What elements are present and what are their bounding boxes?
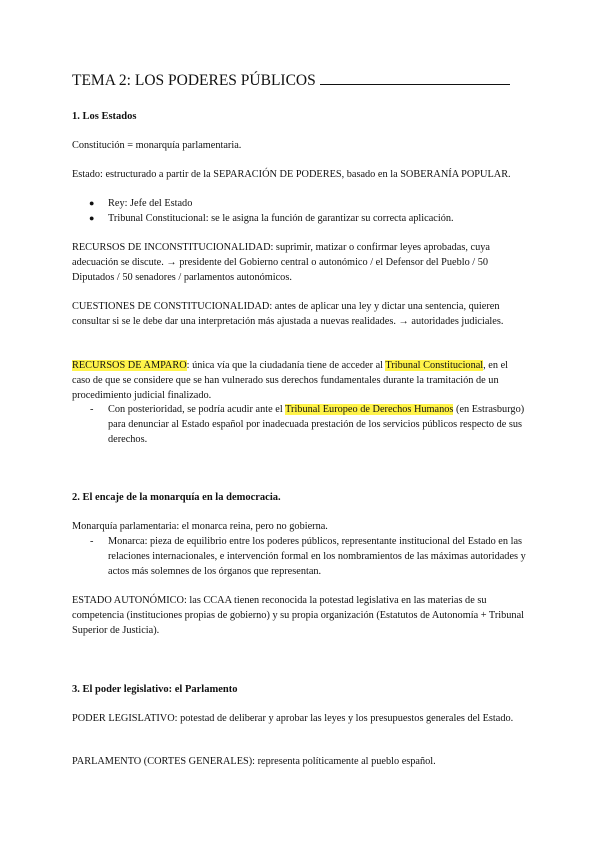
highlight-recursos-amparo: RECURSOS DE AMPARO [72,360,187,371]
highlight-tribunal-europeo: Tribunal Europeo de Derechos Humanos [285,404,454,415]
highlight-tribunal-constitucional: Tribunal Constitucional [385,360,484,371]
paragraph-recursos-inconstitucionalidad: RECURSOS DE INCONSTITUCIONALIDAD: suprimir, matizar o confirmar leyes aprobadas, cuya adecuación se discute. → presidente del Gobierno central o autonómico / el Defensor del Pueblo / 50 Diputados / 50 senadores / parlamentos autonómicos. [72,242,490,283]
paragraph-poder-legislativo: PODER LEGISLATIVO: potestad de deliberar y aprobar las leyes y los presupuestos generales del Estado. [72,713,514,724]
title-underline [320,83,510,85]
dash-icon: - [90,404,94,415]
paragraph-parlamento: PARLAMENTO (CORTES GENERALES): representa políticamente al pueblo español. [72,756,436,767]
section-3-heading: 3. El poder legislativo: el Parlamento [72,684,238,695]
section-2-heading: 2. El encaje de la monarquía en la democracia. [72,492,281,503]
paragraph-constitucion: Constitución = monarquía parlamentaria. [72,140,242,151]
bullet-icon: ● [89,213,95,223]
paragraph-cuestiones-constitucionalidad: CUESTIONES DE CONSTITUCIONALIDAD: antes de aplicar una ley y dictar una sentencia, quieren consultar si se le debe dar una interpretación más ajustada a nuevas realidades. → autoridades judiciales. [72,301,504,327]
bullet-icon: ● [89,198,95,208]
list-item: - Con posterioridad, se podría acudir ante el Tribunal Europeo de Derechos Humanos (en Estrasburgo) para denunciar al Estado español por inadecuada prestación de los servicios públicos respecto de sus derechos. [90,404,525,445]
list-item: ● Tribunal Constitucional: se le asigna la función de garantizar su correcta aplicación. [89,213,454,224]
dash-list [72,402,528,447]
dash-list [72,534,528,579]
paragraph-recursos-amparo: RECURSOS DE AMPARO: única vía que la ciudadanía tiene de acceder al Tribunal Constitucional, en el caso de que se considere que se han vulnerado sus derechos fundamentales durante la tramitación de un procedimiento judicial finalizado. [72,360,509,401]
paragraph-estado: Estado: estructurado a partir de la SEPARACIÓN DE PODERES, basado en la SOBERANÍA POPULAR. [72,169,511,180]
list-item: ● Rey: Jefe del Estado [89,198,193,209]
paragraph-estado-autonomico: ESTADO AUTONÓMICO: las CCAA tienen reconocida la potestad legislativa en las materias de su competencia (instituciones propias de gobierno) y su propia organización (Estatutos de Autonomía + Tribunal Superior de Justicia). [72,595,525,636]
paragraph-monarquia: Monarquía parlamentaria: el monarca reina, pero no gobierna. [72,521,328,532]
dash-icon: - [90,536,94,547]
page-title: TEMA 2: LOS PODERES PÚBLICOS [72,72,528,90]
section-1-heading: 1. Los Estados [72,111,137,122]
bullet-list [72,196,528,226]
list-item: - Monarca: pieza de equilibrio entre los poderes públicos, representante institucional del Estado en las relaciones internacionales, e intervención formal en los nombramientos de las máximas autoridades y actos más solemnes de los órganos que representan. [90,536,526,577]
